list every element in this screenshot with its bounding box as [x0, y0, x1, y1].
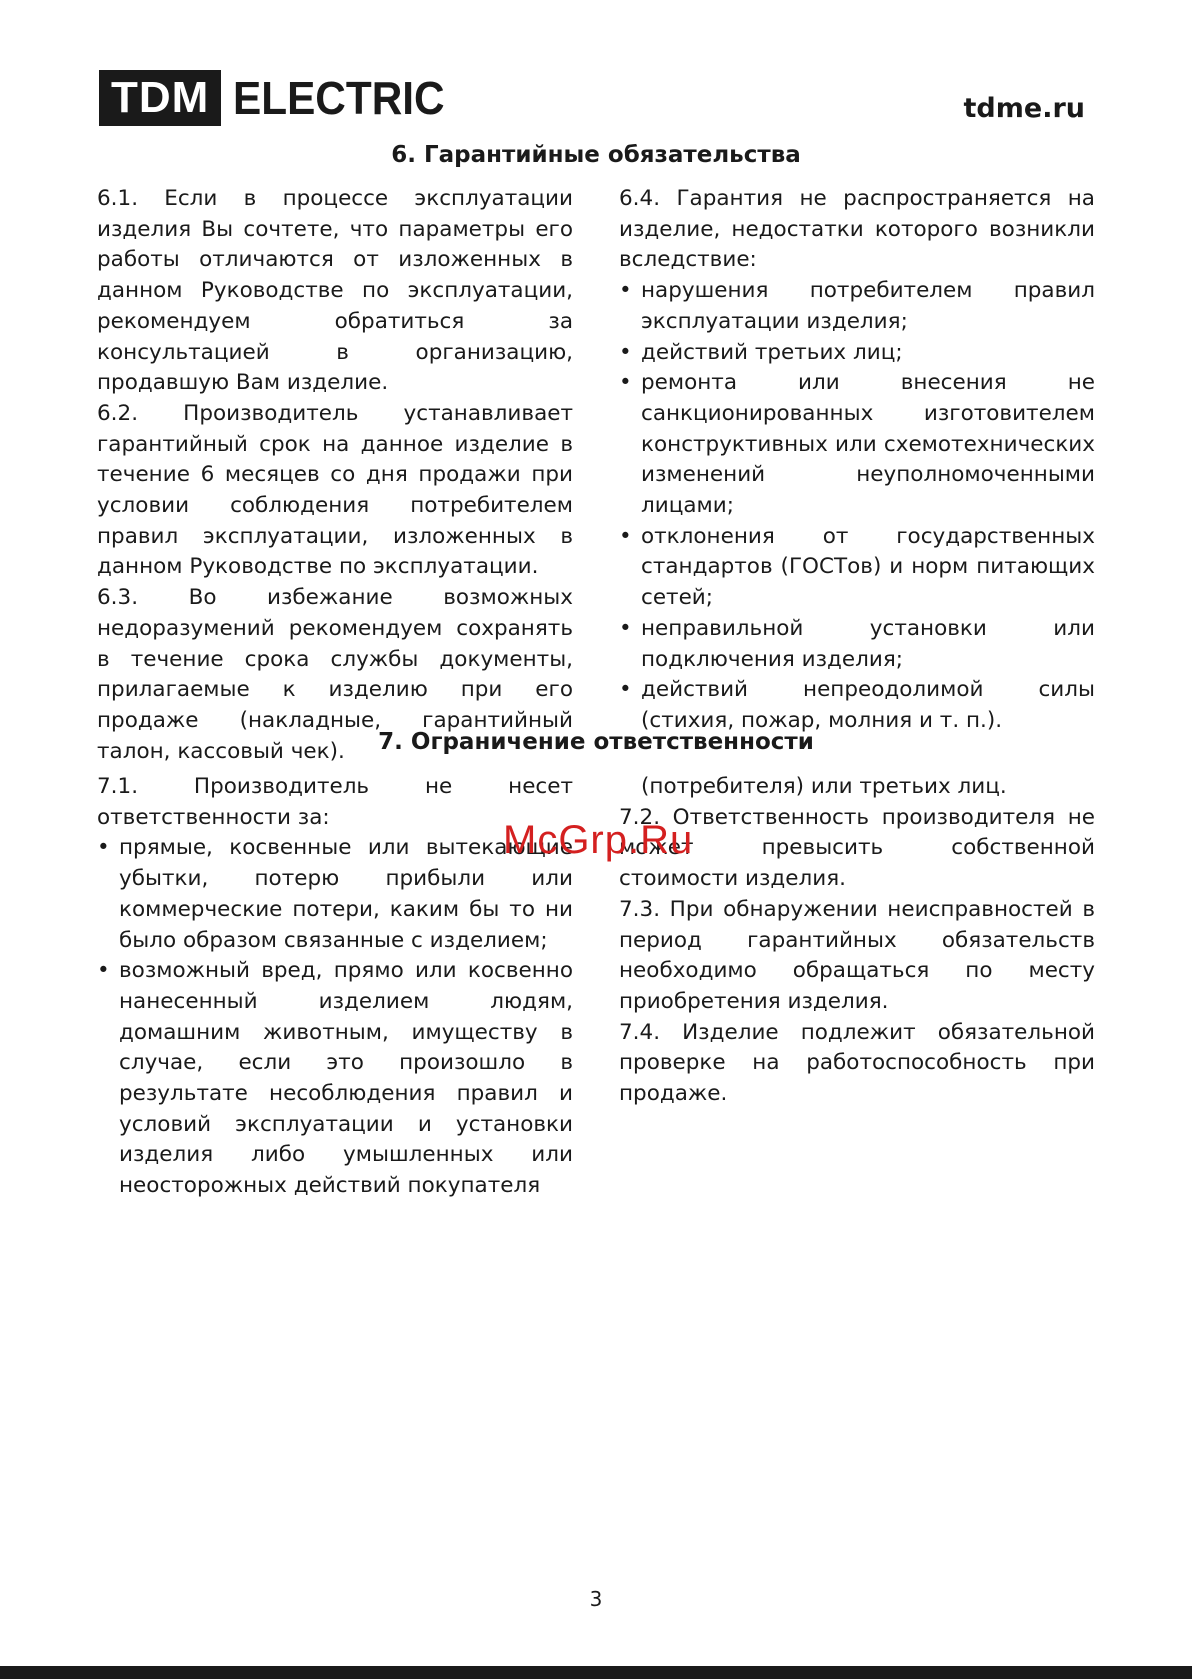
brand-logo — [99, 70, 463, 126]
paragraph-7-2: 7.2. Ответственность производителя не может превысить собственной стоимости изделия. — [619, 804, 1095, 892]
site-url: tdme.ru — [963, 93, 1085, 124]
paragraph-6-1: 6.1. Если в процессе эксплуатации изделия Вы сочтете, что параметры его работы отличаются от изложенных в данном Руководстве по эксплуатации, рекомендуем обратиться за консультацией в организацию, продавшую Вам изделие. — [97, 186, 573, 396]
section-6-title: 6. Гарантийные обязательства — [391, 142, 801, 168]
liability-list — [97, 833, 573, 1201]
bottom-rule — [0, 1666, 1192, 1679]
section-6-right-column — [619, 184, 1095, 737]
page-number: 3 — [589, 1587, 603, 1611]
section-7-title: 7. Ограничение ответственности — [378, 729, 814, 755]
list-item: • отклонения от государственных стандартов (ГОСТов) и норм питающих сетей; — [619, 522, 1095, 614]
list-item: • действий третьих лиц; — [619, 338, 1095, 369]
paragraph-6-2: 6.2. Производитель устанавливает гарантийный срок на данное изделие в течение 6 месяцев со дня продажи при условии соблюдения потребителем правил эксплуатации, изложенных в данном Руководстве по эксплуатации. — [97, 400, 573, 580]
paragraph-7-4: 7.4. Изделие подлежит обязательной проверке на работоспособность при продаже. — [619, 1019, 1095, 1107]
paragraph-6-4: 6.4. Гарантия не распространяется на изделие, недостатки которого возникли вследствие: — [619, 186, 1095, 273]
logo-word: ELECTRIC — [233, 72, 445, 124]
list-item: • ремонта или внесения не санкционированных изготовителем конструктивных или схемотехнических изменений неуполномоченными лицами; — [619, 368, 1095, 522]
exclusions-list — [619, 276, 1095, 737]
section-7-left-column — [97, 772, 573, 1202]
paragraph-7-1-continuation: (потребителя) или третьих лиц. — [641, 774, 1007, 799]
list-item: • неправильной установки или подключения изделия; — [619, 614, 1095, 675]
list-item: • действий непреодолимой силы (стихия, пожар, молния и т. п.). — [619, 675, 1095, 736]
list-item: • нарушения потребителем правил эксплуатации изделия; — [619, 276, 1095, 337]
paragraph-7-3: 7.3. При обнаружении неисправностей в период гарантийных обязательств необходимо обращаться по месту приобретения изделия. — [619, 896, 1095, 1014]
logo-box: TDM — [99, 70, 221, 126]
list-item: • возможный вред, прямо или косвенно нанесенный изделием людям, домашним животным, имуществу в случае, если это произошло в результате несоблюдения правил и условий эксплуатации и установки изделия либо умышленных или неосторожных действий покупателя — [97, 956, 573, 1202]
section-6-left-column — [97, 184, 573, 767]
paragraph-6-3: 6.3. Во избежание возможных недоразумений рекомендуем сохранять в течение срока службы документы, прилагаемые к изделию при его продаже (накладные, гарантийный талон, кассовый чек). — [97, 585, 573, 764]
watermark: McGrp.Ru — [503, 818, 694, 862]
list-item: • прямые, косвенные или вытекающие убытки, потерю прибыли или коммерческие потери, каким бы то ни было образом связанные с изделием; — [97, 833, 573, 956]
paragraph-7-1: 7.1. Производитель не несет ответственности за: — [97, 774, 573, 830]
